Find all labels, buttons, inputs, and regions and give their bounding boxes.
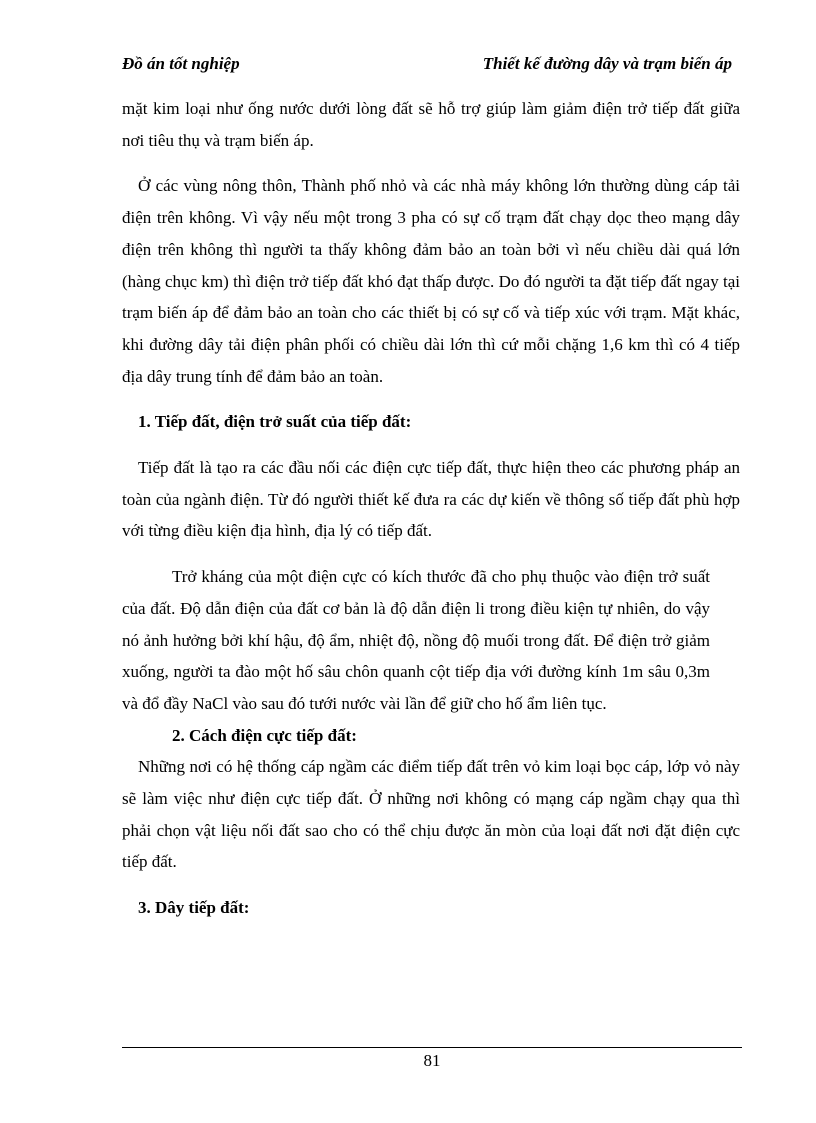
paragraph-resistivity: Trở kháng của một điện cực có kích thước đã cho phụ thuộc vào điện trở suất của đất. Độ dẫn điện của đất cơ bản là độ dẫn điện li trong điều kiện tự nhiên, do vậy nó ảnh hưởng bởi khí hậu, độ ẩm, nhiệt độ, nồng độ muối trong đất. Để điện trở giảm xuống, người ta đào một hố sâu chôn quanh cột tiếp địa với đường kính 1m sâu 0,3m và đổ đầy NaCl vào sau đó tưới nước vài lần để giữ cho hố ẩm liên tục. [122,567,710,713]
section-heading-2: 2. Cách điện cực tiếp đất: [172,725,357,745]
paragraph-electrode-method: Những nơi có hệ thống cáp ngầm các điểm tiếp đất trên vỏ kim loại bọc cáp, lớp vỏ này sẽ làm việc như điện cực tiếp đất. Ở những nơi không có mạng cáp ngầm chạy qua thì phải chọn vật liệu nối đất sao cho có thể chịu được ăn mòn của loại đất nơi đặt điện cực tiếp đất. [122,757,740,872]
header-right-title: Thiết kế đường dây và trạm biến áp [482,54,732,73]
paragraph-grounding-definition: Tiếp đất là tạo ra các đầu nối các điện cực tiếp đất, thực hiện theo các phương pháp an toàn của ngành điện. Từ đó người thiết kế đưa ra các dự kiến về thông số tiếp đất phù hợp với từng điều kiện địa hình, địa lý có tiếp đất. [122,458,740,541]
paragraph-continuation: mặt kim loại như ống nước dưới lòng đất sẽ hỗ trợ giúp làm giảm điện trở tiếp đất giữa nơi tiêu thụ và trạm biến áp. [122,99,740,150]
document-body [122,93,740,924]
page-header [122,54,732,74]
header-left-title: Đồ án tốt nghiệp [122,54,240,73]
section-heading-3: 3. Dây tiếp đất: [138,898,250,918]
paragraph-rural-areas: Ở các vùng nông thôn, Thành phố nhỏ và các nhà máy không lớn thường dùng cáp tải điện trên không. Vì vậy nếu một trong 3 pha có sự cố trạm đất chạy dọc theo mạng dây điện trên không thì người ta thấy không đảm bảo an toàn bởi vì nếu chiều dài quá lớn (hàng chục km) thì điện trở tiếp đất khó đạt thấp được. Do đó người ta đặt tiếp đất ngay tại trạm biến áp để đảm bảo an toàn cho các thiết bị có sự cố và tiếp xúc với trạm. Mặt khác, khi đường dây tải điện phân phối có chiều dài lớn thì cứ mỗi chặng 1,6 km thì có 4 tiếp địa dây trung tính để đảm bảo an toàn. [122,176,740,386]
page-number: 81 [423,1051,441,1070]
section-heading-1: 1. Tiếp đất, điện trở suất của tiếp đất: [138,412,412,432]
footer-divider [122,1047,742,1048]
